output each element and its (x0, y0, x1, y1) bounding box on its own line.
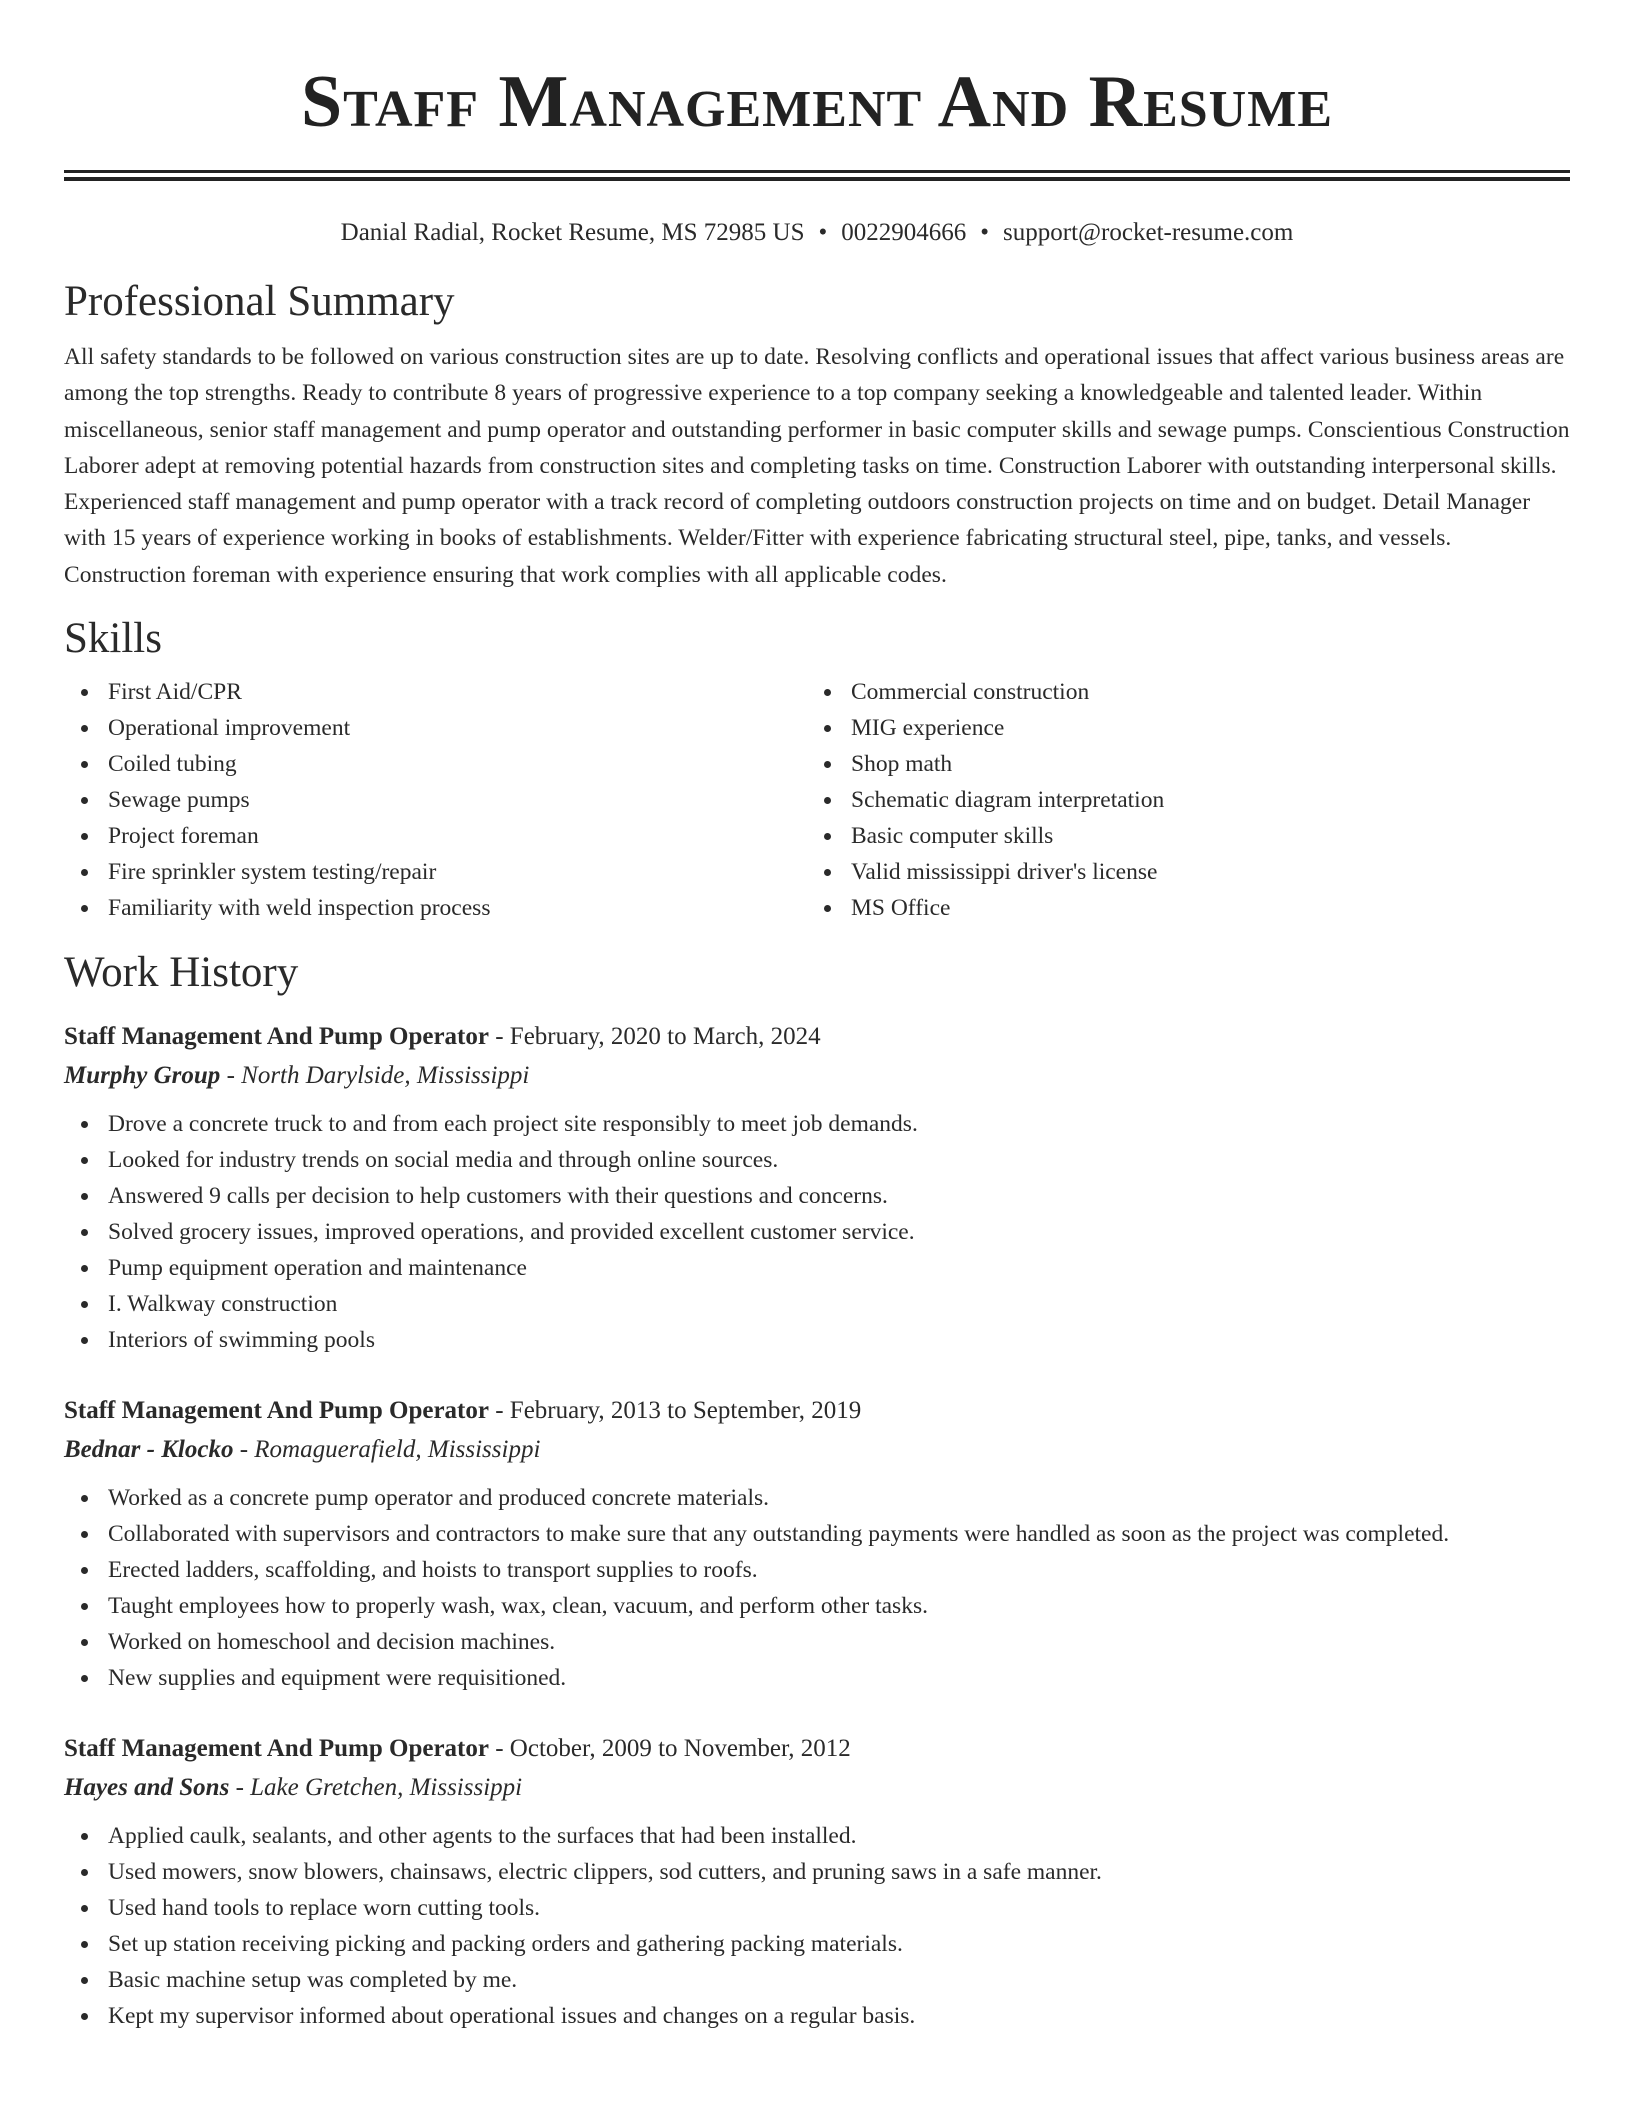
duty-item: I. Walkway construction (64, 1286, 1570, 1322)
duty-item: New supplies and equipment were requisitioned. (64, 1660, 1570, 1696)
contact-line (64, 217, 1570, 249)
duty-item: Solved grocery issues, improved operations, and provided excellent customer service. (64, 1214, 1570, 1250)
duty-item: Worked on homeschool and decision machines. (64, 1624, 1570, 1660)
duty-item: Applied caulk, sealants, and other agents to the surfaces that had been installed. (64, 1818, 1570, 1854)
job-header (64, 1018, 1570, 1056)
company-location: - North Darylside, Mississippi (220, 1062, 530, 1090)
duty-item: Collaborated with supervisors and contractors to make sure that any outstanding payments were handled as soon as the project was completed. (64, 1516, 1570, 1552)
job-title: Staff Management And Pump Operator (64, 1023, 489, 1051)
skill-item: MIG experience (807, 710, 1550, 746)
skill-item: Fire sprinkler system testing/repair (64, 854, 807, 890)
job-duties (64, 1480, 1570, 1696)
job-dates: - October, 2009 to November, 2012 (488, 1735, 851, 1763)
company-name: Murphy Group (64, 1062, 221, 1090)
job-entry (64, 1392, 1570, 1696)
resume-page (64, 0, 1570, 2034)
job-entry (64, 1730, 1570, 2034)
page-title: Staff Management And Resume (300, 61, 1334, 143)
company-line (64, 1430, 1570, 1470)
summary-text: All safety standards to be followed on various construction sites are up to date. Resolving conflicts and operational issues that affect various business areas are among the top strengths. Ready to contribute 8 years of progressive experience to a top company seeking a knowledgeable and talented leader. Within miscellaneous, senior staff management and pump operator and outstanding performer in basic computer skills and sewage pumps. Conscientious Construction Laborer adept at removing potential hazards from construction sites and completing tasks on time. Construction Laborer with outstanding interpersonal skills. Experienced staff management and pump operator with a track record of completing outdoors construction projects on time and on budget. Detail Manager with 15 years of experience working in books of establishments. Welder/Fitter with experience fabricating structural steel, pipe, tanks, and vessels. Construction foreman with experience ensuring that work complies with all applicable codes. (64, 344, 1570, 588)
duty-item: Set up station receiving picking and packing orders and gathering packing materials. (64, 1926, 1570, 1962)
skill-item: Basic computer skills (807, 818, 1550, 854)
duty-item: Kept my supervisor informed about operational issues and changes on a regular basis. (64, 1998, 1570, 2034)
duty-item: Erected ladders, scaffolding, and hoists to transport supplies to roofs. (64, 1552, 1570, 1588)
job-dates: - February, 2013 to September, 2019 (488, 1397, 862, 1425)
duty-item: Used mowers, snow blowers, chainsaws, electric clippers, sod cutters, and pruning saws in a safe manner. (64, 1854, 1570, 1890)
job-dates: - February, 2020 to March, 2024 (488, 1023, 821, 1051)
skill-item: First Aid/CPR (64, 674, 807, 710)
job-title: Staff Management And Pump Operator (64, 1397, 489, 1425)
contact-separator: • (818, 219, 828, 246)
job-entry (64, 1018, 1570, 1358)
contact-email: support@rocket-resume.com (1003, 219, 1294, 246)
duty-item: Worked as a concrete pump operator and produced concrete materials. (64, 1480, 1570, 1516)
duty-item: Drove a concrete truck to and from each project site responsibly to meet job demands. (64, 1106, 1570, 1142)
skills-column-left (64, 674, 807, 926)
company-name: Bednar - Klocko (64, 1436, 234, 1464)
skill-item: Project foreman (64, 818, 807, 854)
company-line (64, 1056, 1570, 1096)
job-title: Staff Management And Pump Operator (64, 1735, 489, 1763)
job-duties (64, 1818, 1570, 2034)
company-location: - Romaguerafield, Mississippi (233, 1436, 541, 1464)
title-divider (64, 170, 1570, 181)
duty-item: Interiors of swimming pools (64, 1322, 1570, 1358)
duty-item: Taught employees how to properly wash, wax, clean, vacuum, and perform other tasks. (64, 1588, 1570, 1624)
duty-item: Basic machine setup was completed by me. (64, 1962, 1570, 1998)
job-header (64, 1730, 1570, 1768)
contact-address: Danial Radial, Rocket Resume, MS 72985 US (340, 219, 805, 246)
job-header (64, 1392, 1570, 1430)
skills-heading: Skills (64, 615, 162, 663)
skill-item: Valid mississippi driver's license (807, 854, 1550, 890)
company-line (64, 1768, 1570, 1808)
duty-item: Looked for industry trends on social media and through online sources. (64, 1142, 1570, 1178)
duty-item: Answered 9 calls per decision to help customers with their questions and concerns. (64, 1178, 1570, 1214)
skill-item: Familiarity with weld inspection process (64, 890, 807, 926)
company-location: - Lake Gretchen, Mississippi (229, 1774, 523, 1802)
skills-list (64, 674, 1570, 926)
skill-item: MS Office (807, 890, 1550, 926)
summary-heading: Professional Summary (64, 278, 455, 325)
company-name: Hayes and Sons (64, 1774, 230, 1802)
skill-item: Coiled tubing (64, 746, 807, 782)
skill-item: Schematic diagram interpretation (807, 782, 1550, 818)
contact-phone: 0022904666 (841, 219, 967, 246)
duty-item: Used hand tools to replace worn cutting tools. (64, 1890, 1570, 1926)
skill-item: Commercial construction (807, 674, 1550, 710)
skill-item: Operational improvement (64, 710, 807, 746)
duty-item: Pump equipment operation and maintenance (64, 1250, 1570, 1286)
work-history-heading: Work History (64, 949, 299, 997)
skills-column-right (807, 674, 1550, 926)
skill-item: Sewage pumps (64, 782, 807, 818)
job-duties (64, 1106, 1570, 1358)
skill-item: Shop math (807, 746, 1550, 782)
contact-separator: • (980, 219, 990, 246)
